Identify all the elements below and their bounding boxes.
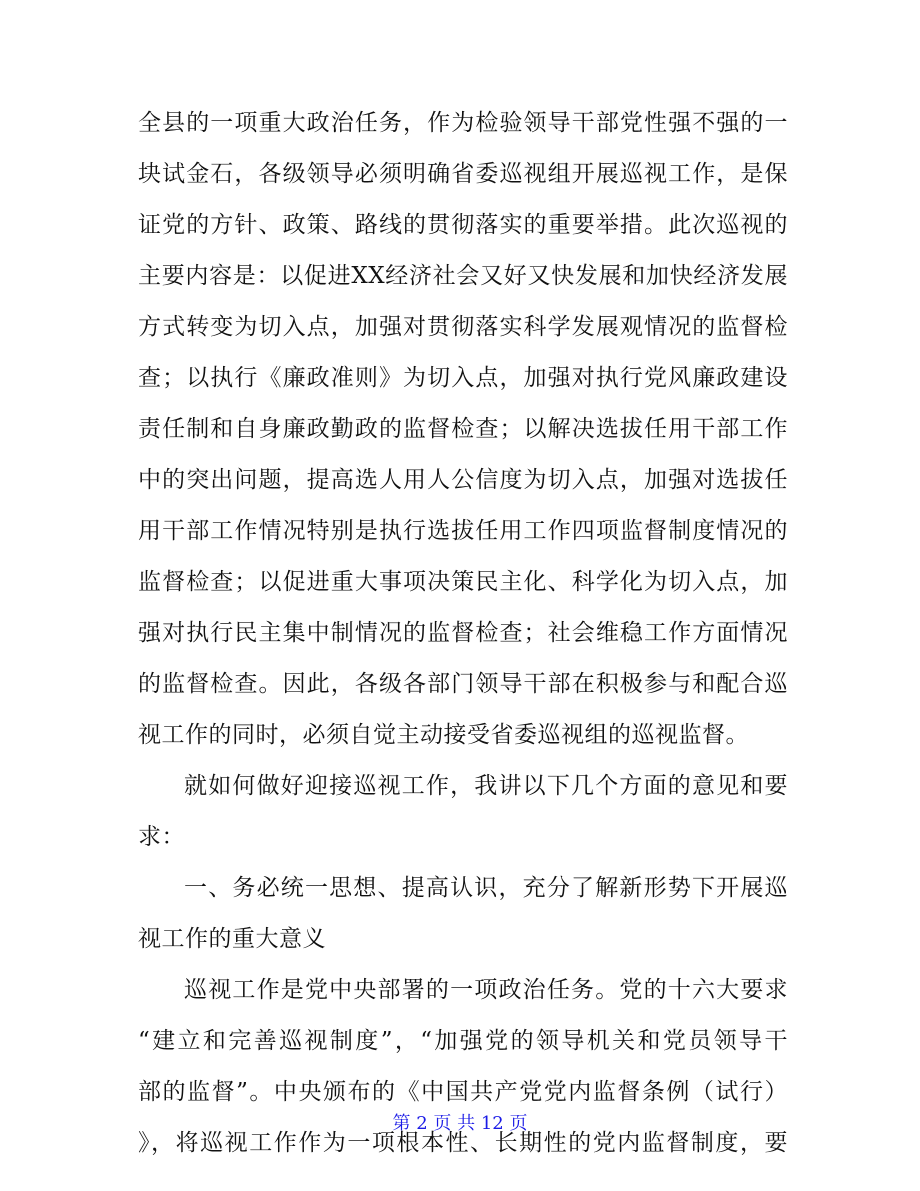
paragraph-first-line: 巡视工作是党中央部署的一项政治任务。党的十六大要求 — [184, 977, 788, 1003]
text-line: 》，将巡视工作作为一项根本性、长期性的党内监督制度，要 — [138, 1130, 788, 1156]
section-heading-line: 视工作的重大意义 — [138, 926, 326, 952]
text-line: 部的监督”。中央颁布的《中国共产党党内监督条例（试行） — [138, 1079, 788, 1105]
text-line: 用干部工作情况特别是执行选拔任用工作四项监督制度情况的 — [138, 518, 788, 544]
text-line: 监督检查；以促进重大事项决策民主化、科学化为切入点，加 — [138, 569, 788, 595]
text-line: 的监督检查。因此，各级各部门领导干部在积极参与和配合巡 — [138, 671, 788, 697]
text-line: 块试金石，各级领导必须明确省委巡视组开展巡视工作，是保 — [138, 161, 788, 187]
page-number: 第 2 页 共 12 页 — [392, 1113, 528, 1134]
text-line: 全县的一项重大政治任务，作为检验领导干部党性强不强的一 — [138, 110, 788, 136]
document-body — [138, 98, 788, 1169]
text-line: 查；以执行《廉政准则》为切入点，加强对执行党风廉政建设 — [138, 365, 788, 391]
text-line: 中的突出问题，提高选人用人公信度为切入点，加强对选拔任 — [138, 467, 788, 493]
section-heading-line: 一、务必统一思想、提高认识，充分了解新形势下开展巡 — [184, 875, 788, 901]
paragraph-first-line: 就如何做好迎接巡视工作，我讲以下几个方面的意见和要 — [184, 773, 788, 799]
text-line: 视工作的同时，必须自觉主动接受省委巡视组的巡视监督。 — [138, 722, 749, 748]
text-line: 责任制和自身廉政勤政的监督检查；以解决选拔任用干部工作 — [138, 416, 788, 442]
text-line: 强对执行民主集中制情况的监督检查；社会维稳工作方面情况 — [138, 620, 788, 646]
text-line: 证党的方针、政策、路线的贯彻落实的重要举措。此次巡视的 — [138, 212, 788, 238]
page-footer — [0, 1110, 920, 1138]
text-line: 方式转变为切入点，加强对贯彻落实科学发展观情况的监督检 — [138, 314, 788, 340]
text-line: 主要内容是：以促进XX经济社会又好又快发展和加快经济发展 — [138, 263, 788, 289]
text-line: 求： — [138, 824, 185, 850]
text-line: “建立和完善巡视制度”，“加强党的领导机关和党员领导干 — [138, 1028, 788, 1054]
